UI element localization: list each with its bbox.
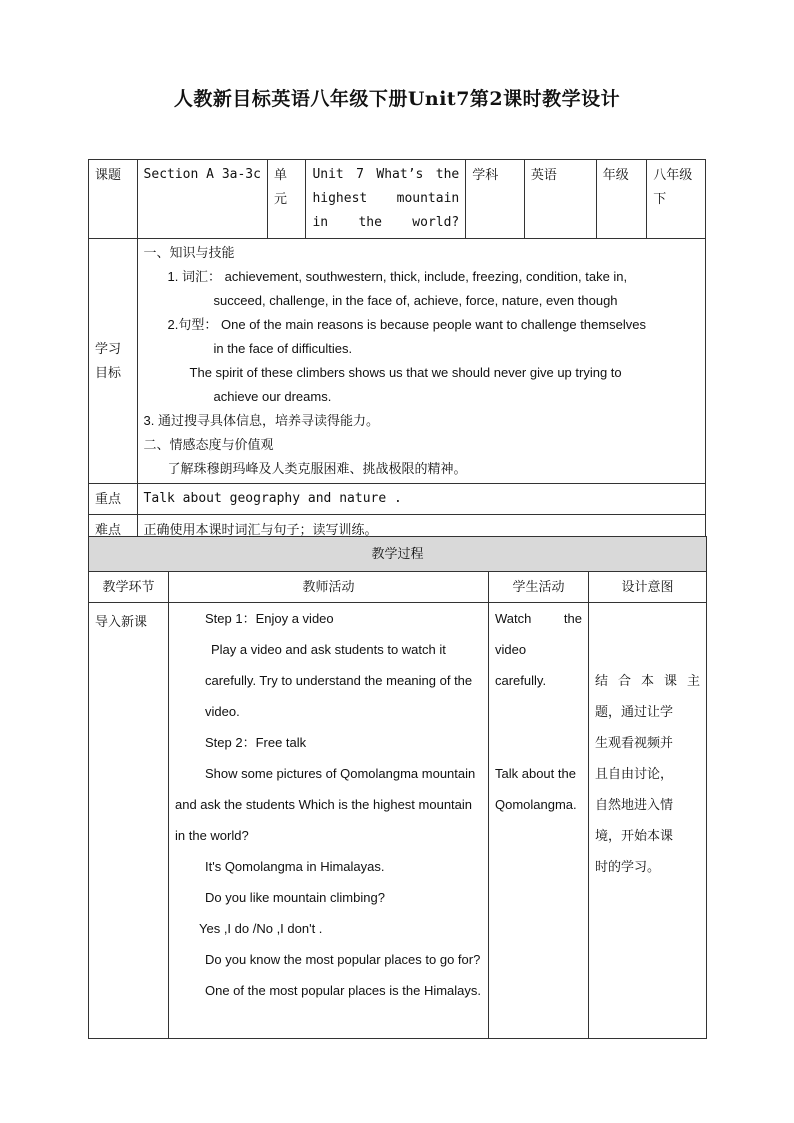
teacher-line: One of the most popular places is the Himalays. bbox=[205, 983, 482, 998]
topic-value: Section A 3a-3c bbox=[137, 160, 267, 239]
pattern-text2: in the face of difficulties. bbox=[213, 341, 353, 356]
teacher-line: video. bbox=[205, 704, 240, 719]
design-line: 且自由讨论， bbox=[595, 766, 674, 781]
info-table bbox=[88, 159, 706, 546]
subject-label: 学科 bbox=[466, 160, 525, 239]
pattern-text3: The spirit of these climbers shows us that we should never give up trying to bbox=[189, 365, 622, 380]
design-line: 结合本课主 bbox=[595, 673, 701, 688]
teacher-line: Show some pictures of Qomolangma mountain bbox=[205, 766, 476, 781]
pattern-text4: achieve our dreams. bbox=[213, 389, 332, 404]
difficulty-value: 正确使用本课时词汇与句子；读写训练。 bbox=[137, 515, 705, 546]
teacher-line: Do you like mountain climbing? bbox=[205, 890, 385, 905]
vocab-text2: succeed, challenge, in the face of, achieve, force, nature, even though bbox=[213, 293, 618, 308]
vocab-line bbox=[144, 265, 699, 289]
topic-label: 课题 bbox=[89, 160, 138, 239]
teacher-line: Yes ,I do /No ,I don't . bbox=[199, 921, 323, 936]
unit-value: Unit 7 What’s the highest mountain in the world? bbox=[306, 160, 466, 239]
vocab-text: achievement, southwestern, thick, include, freezing, condition, take in, bbox=[224, 269, 628, 284]
col-design: 设计意图 bbox=[589, 572, 707, 603]
objectives-item3: 3. 通过搜寻具体信息，培养寻读得能力。 bbox=[143, 413, 380, 428]
design-line: 境，开始本课 bbox=[595, 828, 674, 843]
col-student: 学生活动 bbox=[489, 572, 589, 603]
process-header: 教学过程 bbox=[89, 537, 707, 572]
teacher-line: Step 2：Free talk bbox=[205, 735, 307, 750]
teacher-line: Do you know the most popular places to go for? bbox=[205, 952, 481, 967]
teacher-line: in the world? bbox=[175, 828, 249, 843]
pattern-text: One of the main reasons is because people want to challenge themselves bbox=[221, 317, 646, 332]
key-point-value: Talk about geography and nature . bbox=[137, 484, 705, 515]
subject-value: 英语 bbox=[524, 160, 596, 239]
objectives-label: 学习目标 bbox=[89, 239, 138, 484]
teacher-line: Step 1：Enjoy a video bbox=[205, 611, 334, 626]
key-point-label: 重点 bbox=[89, 484, 138, 515]
student-line: video bbox=[495, 642, 527, 657]
grade-value: 八年级下 bbox=[647, 160, 706, 239]
design-line: 时的学习。 bbox=[595, 859, 661, 874]
teacher-line: Play a video and ask students to watch it bbox=[211, 642, 446, 657]
student-line: Qomolangma. bbox=[495, 797, 577, 812]
difficulty-label: 难点 bbox=[89, 515, 138, 546]
pattern-line bbox=[144, 313, 699, 337]
student-line: Watch the bbox=[495, 611, 582, 626]
col-teacher: 教师活动 bbox=[169, 572, 489, 603]
pattern-prefix: 2.句型： bbox=[167, 317, 218, 332]
objectives-emotion: 了解珠穆朗玛峰及人类克服困难、挑战极限的精神。 bbox=[167, 461, 467, 476]
objectives-content bbox=[137, 239, 705, 484]
col-stage: 教学环节 bbox=[89, 572, 169, 603]
stage-intro: 导入新课 bbox=[89, 603, 169, 1039]
teacher-line: It's Qomolangma in Himalayas. bbox=[205, 859, 385, 874]
design-line: 生观看视频并 bbox=[595, 735, 674, 750]
student-line: carefully. bbox=[495, 673, 547, 688]
objectives-section1: 一、知识与技能 bbox=[143, 245, 235, 260]
teacher-line: carefully. Try to understand the meaning of the bbox=[205, 673, 473, 688]
process-table bbox=[88, 536, 707, 1039]
objectives-section2: 二、情感态度与价值观 bbox=[143, 437, 274, 452]
student-line: Talk about the bbox=[495, 766, 576, 781]
teacher-line: and ask the students Which is the highest mountain bbox=[175, 797, 473, 812]
teacher-activity bbox=[169, 603, 489, 1039]
design-line: 题，通过让学 bbox=[595, 704, 674, 719]
document-title: 人教新目标英语八年级下册Unit7第2课时教学设计 bbox=[173, 88, 621, 110]
vocab-prefix: 1. 词汇： bbox=[167, 269, 222, 284]
student-activity bbox=[489, 603, 589, 1039]
student-line bbox=[495, 727, 582, 758]
design-intent bbox=[589, 603, 707, 1039]
grade-label: 年级 bbox=[596, 160, 647, 239]
unit-label: 单元 bbox=[268, 160, 306, 239]
student-line bbox=[495, 696, 582, 727]
design-line: 自然地进入情 bbox=[595, 797, 674, 812]
